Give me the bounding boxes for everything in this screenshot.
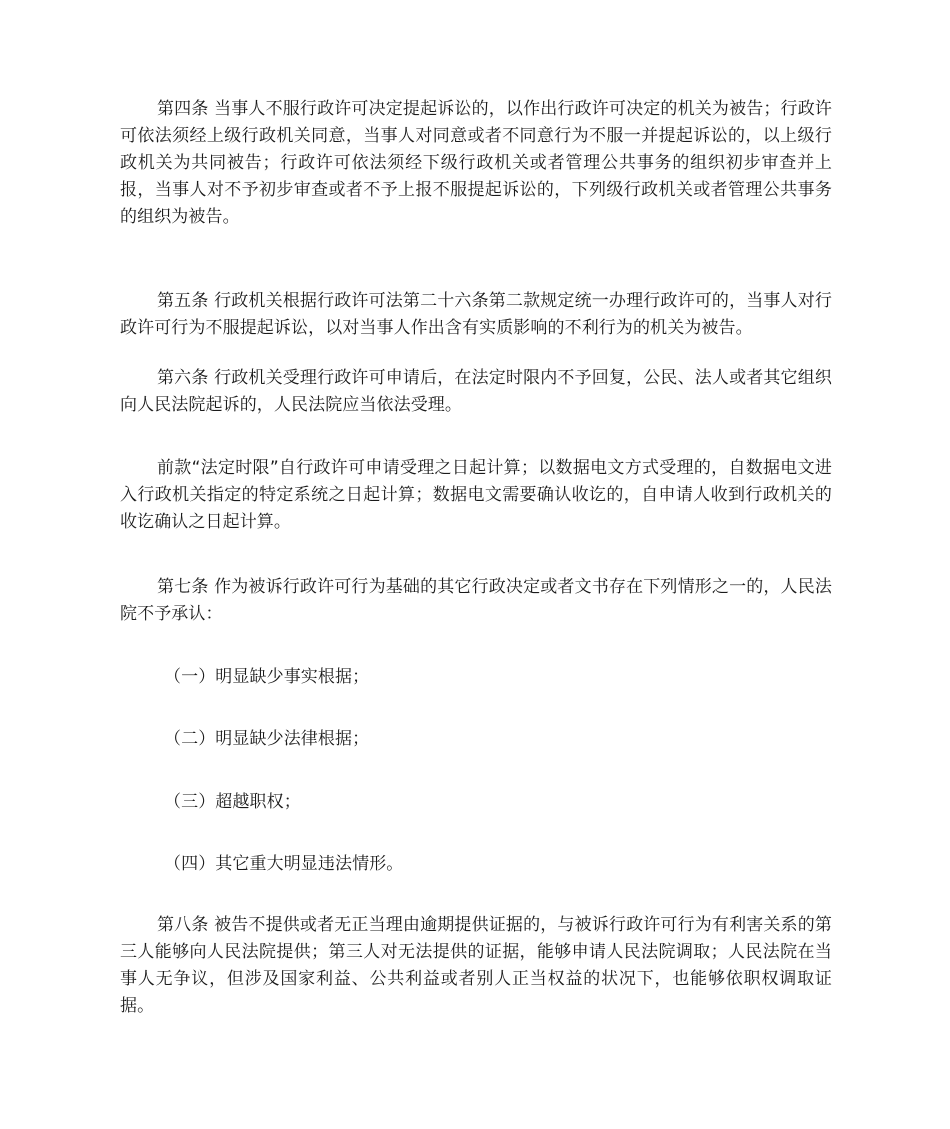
article-7-paragraph: 第七条 作为被诉行政许可行为基础的其它行政决定或者文书存在下列情形之一的，人民法院不予承认： bbox=[120, 577, 832, 624]
article-6-paragraph: 第六条 行政机关受理行政许可申请后，在法定时限内不予回复，公民、法人或者其它组织向人民法院起诉的，人民法院应当依法受理。 bbox=[120, 368, 832, 415]
article-5-paragraph: 第五条 行政机关根据行政许可法第二十六条第二款规定统一办理行政许可的，当事人对行政许可行为不服提起诉讼，以对当事人作出含有实质影响的不利行为的机关为被告。 bbox=[120, 291, 832, 338]
article-6-supplement-paragraph: 前款“法定时限”自行政许可申请受理之日起计算；以数据电文方式受理的，自数据电文进入行政机关指定的特定系统之日起计算；数据电文需要确认收讫的，自申请人收到行政机关的收讫确认之日起计算。 bbox=[120, 458, 832, 532]
article-4-paragraph: 第四条 当事人不服行政许可决定提起诉讼的，以作出行政许可决定的机关为被告；行政许可依法须经上级行政机关同意，当事人对同意或者不同意行为不服一并提起诉讼的，以上级行政机关为共同被告；行政许可依法须经下级行政机关或者管理公共事务的组织初步审查并上报，当事人对不予初步审查或者不予上报不服提起诉讼的，下列级行政机关或者管理公共事务的组织为被告。 bbox=[120, 99, 832, 227]
list-item: （四）其它重大明显违法情形。 bbox=[164, 854, 404, 874]
list-item: （三）超越职权； bbox=[164, 792, 301, 812]
article-8-paragraph: 第八条 被告不提供或者无正当理由逾期提供证据的，与被诉行政许可行为有利害关系的第三人能够向人民法院提供；第三人对无法提供的证据，能够申请人民法院调取；人民法院在当事人无争议，但涉及国家利益、公共利益或者别人正当权益的状况下，也能够依职权调取证据。 bbox=[120, 915, 832, 1016]
list-item: （一）明显缺少事实根据； bbox=[164, 667, 370, 687]
list-item: （二）明显缺少法律根据； bbox=[164, 729, 370, 749]
